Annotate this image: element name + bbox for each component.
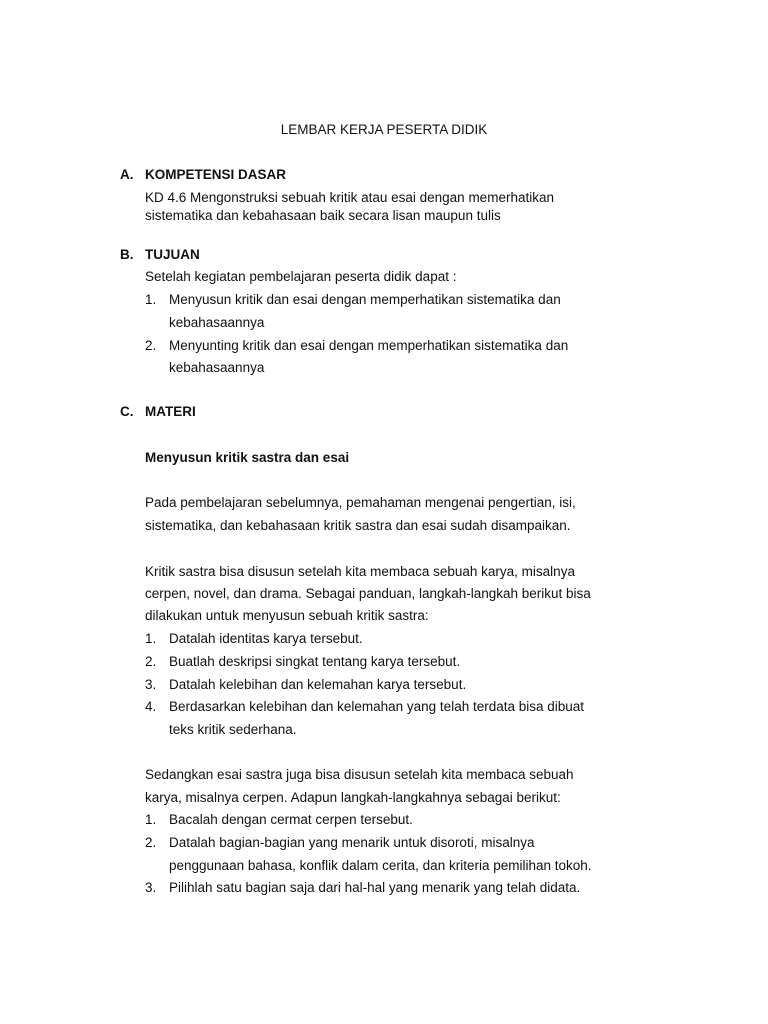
list-item-text: Pilihlah satu bagian saja dari hal-hal yang menarik yang telah didata. bbox=[169, 880, 581, 895]
list-item-number: 3. bbox=[145, 677, 157, 692]
list-item-number: 2. bbox=[145, 835, 157, 850]
section-c-letter: C. bbox=[120, 404, 134, 419]
list-item-text: Menyunting kritik dan esai dengan memperhatikan sistematika dan bbox=[169, 338, 569, 353]
section-c-subheading: Menyusun kritik sastra dan esai bbox=[145, 450, 350, 465]
list-item-text: Datalah identitas karya tersebut. bbox=[169, 631, 363, 646]
section-a-heading: KOMPETENSI DASAR bbox=[145, 167, 287, 182]
page-title: LEMBAR KERJA PESERTA DIDIK bbox=[280, 122, 488, 137]
list-item-number: 2. bbox=[145, 654, 157, 669]
list-item-text: Datalah kelebihan dan kelemahan karya tersebut. bbox=[169, 677, 467, 692]
section-a-line: KD 4.6 Mengonstruksi sebuah kritik atau esai dengan memerhatikan bbox=[145, 190, 554, 205]
list-item-text: teks kritik sederhana. bbox=[169, 722, 297, 737]
list-item-number: 2. bbox=[145, 338, 157, 353]
list-item-text: Buatlah deskripsi singkat tentang karya tersebut. bbox=[169, 654, 461, 669]
list-item-text: Datalah bagian-bagian yang menarik untuk disoroti, misalnya bbox=[169, 835, 535, 850]
list-item-number: 1. bbox=[145, 631, 157, 646]
list-item-text: Bacalah dengan cermat cerpen tersebut. bbox=[169, 812, 413, 827]
section-a-line: sistematika dan kebahasaan baik secara lisan maupun tulis bbox=[145, 208, 501, 223]
paragraph-line: sistematika, dan kebahasaan kritik sastra dan esai sudah disampaikan. bbox=[145, 518, 571, 533]
list-item-number: 4. bbox=[145, 699, 157, 714]
paragraph-line: cerpen, novel, dan drama. Sebagai panduan, langkah-langkah berikut bisa bbox=[145, 586, 591, 601]
section-a-letter: A. bbox=[120, 167, 134, 182]
list-item-text: Berdasarkan kelebihan dan kelemahan yang telah terdata bisa dibuat bbox=[169, 699, 585, 714]
list-item-number: 1. bbox=[145, 812, 157, 827]
section-b-intro: Setelah kegiatan pembelajaran peserta didik dapat : bbox=[145, 269, 457, 284]
section-c-heading: MATERI bbox=[145, 404, 196, 419]
list-item-text: kebahasaannya bbox=[169, 315, 265, 330]
paragraph-line: karya, misalnya cerpen. Adapun langkah-langkahnya sebagai berikut: bbox=[145, 790, 561, 805]
list-item-text: penggunaan bahasa, konflik dalam cerita, dan kriteria pemilihan tokoh. bbox=[169, 858, 592, 873]
paragraph-line: Kritik sastra bisa disusun setelah kita membaca sebuah karya, misalnya bbox=[145, 564, 575, 579]
section-b-letter: B. bbox=[120, 247, 134, 262]
list-item-number: 1. bbox=[145, 292, 157, 307]
list-item-text: Menyusun kritik dan esai dengan memperhatikan sistematika dan bbox=[169, 292, 561, 307]
list-item-number: 3. bbox=[145, 880, 157, 895]
paragraph-line: Sedangkan esai sastra juga bisa disusun setelah kita membaca sebuah bbox=[145, 767, 574, 782]
section-b-heading: TUJUAN bbox=[145, 247, 200, 262]
paragraph-line: dilakukan untuk menyusun sebuah kritik sastra: bbox=[145, 608, 429, 623]
list-item-text: kebahasaannya bbox=[169, 360, 265, 375]
paragraph-line: Pada pembelajaran sebelumnya, pemahaman mengenai pengertian, isi, bbox=[145, 495, 576, 510]
